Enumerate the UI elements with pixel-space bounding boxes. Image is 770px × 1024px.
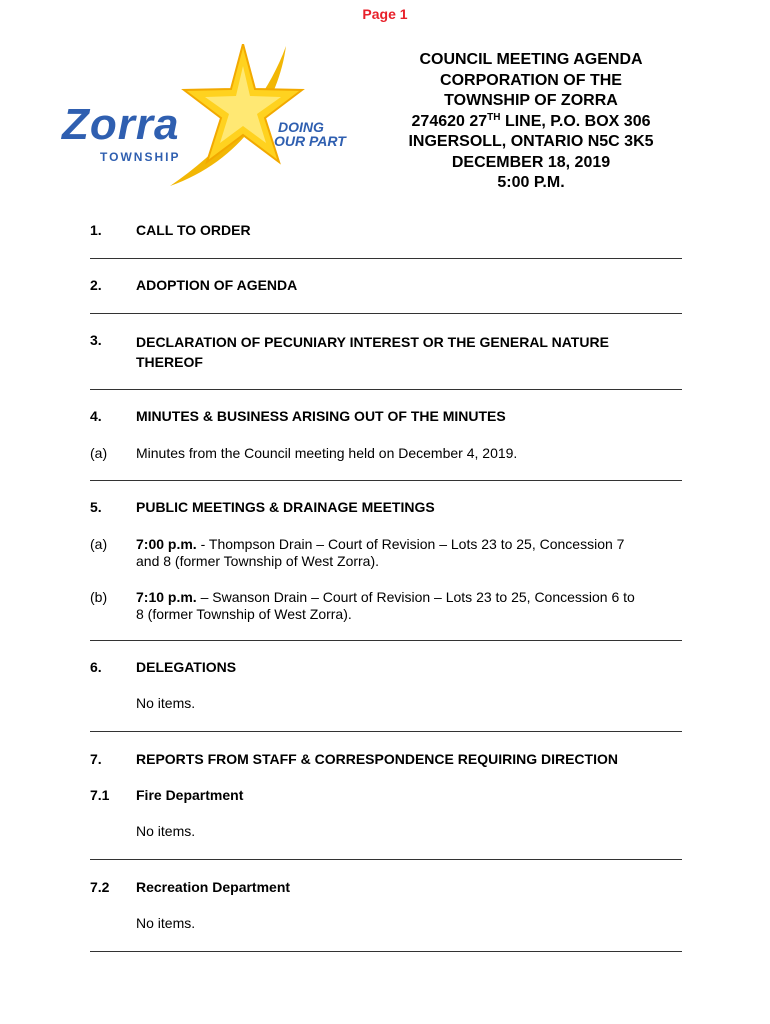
divider <box>90 640 682 641</box>
header-township: TOWNSHIP OF ZORRA <box>444 92 618 109</box>
meeting-time: 7:10 p.m. <box>136 589 197 605</box>
agenda-item-4 <box>90 408 682 462</box>
header-title: COUNCIL MEETING AGENDA <box>419 51 643 68</box>
item-title <box>136 332 682 372</box>
sub-item-7-2 <box>90 879 682 896</box>
sub-item-text-line1: – Swanson Drain – Court of Revision – Lots 23 to 25, Concession 6 to <box>196 589 635 605</box>
sub-item-label: (a) <box>90 536 108 552</box>
sub-item-title: Recreation Department <box>136 879 291 895</box>
agenda-item-6 <box>90 659 682 712</box>
item-title-line1: DECLARATION OF PECUNIARY INTEREST OR THE GENERAL NATURE <box>136 334 609 350</box>
divider <box>90 258 682 259</box>
item-title: PUBLIC MEETINGS & DRAINAGE MEETINGS <box>136 499 435 515</box>
item-number: 4. <box>90 408 102 424</box>
sub-item-text: Minutes from the Council meeting held on December 4, 2019. <box>136 445 518 461</box>
item-number: 3. <box>90 332 102 348</box>
agenda-item-7 <box>90 751 682 932</box>
item-note: No items. <box>136 915 196 931</box>
header-address <box>380 112 682 133</box>
agenda-item-2 <box>90 277 682 294</box>
logo-tagline-line2: OUR PART <box>274 133 346 149</box>
divider <box>90 731 682 732</box>
item-title: CALL TO ORDER <box>136 222 251 238</box>
sub-item-5b <box>90 589 682 623</box>
header-date: DECEMBER 18, 2019 <box>451 153 611 171</box>
agenda-item-1 <box>90 222 682 239</box>
item-note: No items. <box>136 695 196 711</box>
item-title-line2: THEREOF <box>136 354 203 370</box>
item-title: DELEGATIONS <box>136 659 237 675</box>
divider <box>90 480 682 481</box>
sub-item-text-line1: - Thompson Drain – Court of Revision – Lots 23 to 25, Concession 7 <box>196 536 625 552</box>
agenda-item-3 <box>90 332 682 372</box>
sub-item-label: (a) <box>90 445 108 461</box>
divider <box>90 859 682 860</box>
header-city: INGERSOLL, ONTARIO N5C 3K5 <box>408 133 654 150</box>
divider <box>90 389 682 390</box>
agenda-header <box>380 50 682 194</box>
logo-subtitle: TOWNSHIP <box>100 150 181 164</box>
sub-item-7-1 <box>90 787 682 804</box>
sub-item-4a <box>90 445 682 462</box>
item-note: No items. <box>136 823 196 839</box>
sub-item-title: Fire Department <box>136 787 244 803</box>
sub-item-text <box>136 536 682 570</box>
divider <box>90 951 682 952</box>
meeting-time: 7:00 p.m. <box>136 536 197 552</box>
logo-tagline-line1: DOING <box>278 119 324 135</box>
item-number: 6. <box>90 659 102 675</box>
sub-item-text <box>136 589 682 623</box>
agenda-list <box>90 222 682 952</box>
sub-item-text-line2: 8 (former Township of West Zorra). <box>136 606 352 622</box>
item-title: MINUTES & BUSINESS ARISING OUT OF THE MINUTES <box>136 408 506 424</box>
item-number: 1. <box>90 222 102 238</box>
address-superscript: TH <box>487 111 501 123</box>
item-number: 7. <box>90 751 102 767</box>
zorra-township-logo <box>60 44 360 204</box>
header-time: 5:00 P.M. <box>497 174 565 191</box>
item-title: ADOPTION OF AGENDA <box>136 277 298 293</box>
item-title: REPORTS FROM STAFF & CORRESPONDENCE REQUIRING DIRECTION <box>136 751 618 767</box>
sub-item-number: 7.2 <box>90 879 110 895</box>
divider <box>90 313 682 314</box>
logo-name: Zorra <box>62 100 180 149</box>
sub-item-label: (b) <box>90 589 108 605</box>
address-number: 274620 27 <box>411 112 488 130</box>
header-corporation: CORPORATION OF THE <box>440 71 622 89</box>
sub-item-text-line2: and 8 (former Township of West Zorra). <box>136 553 380 569</box>
sub-item-number: 7.1 <box>90 787 110 803</box>
sub-item-5a <box>90 536 682 570</box>
page-number-label: Page 1 <box>362 6 408 22</box>
item-number: 2. <box>90 277 102 293</box>
agenda-item-5 <box>90 499 682 623</box>
address-rest: LINE, P.O. BOX 306 <box>500 112 651 130</box>
item-number: 5. <box>90 499 102 515</box>
